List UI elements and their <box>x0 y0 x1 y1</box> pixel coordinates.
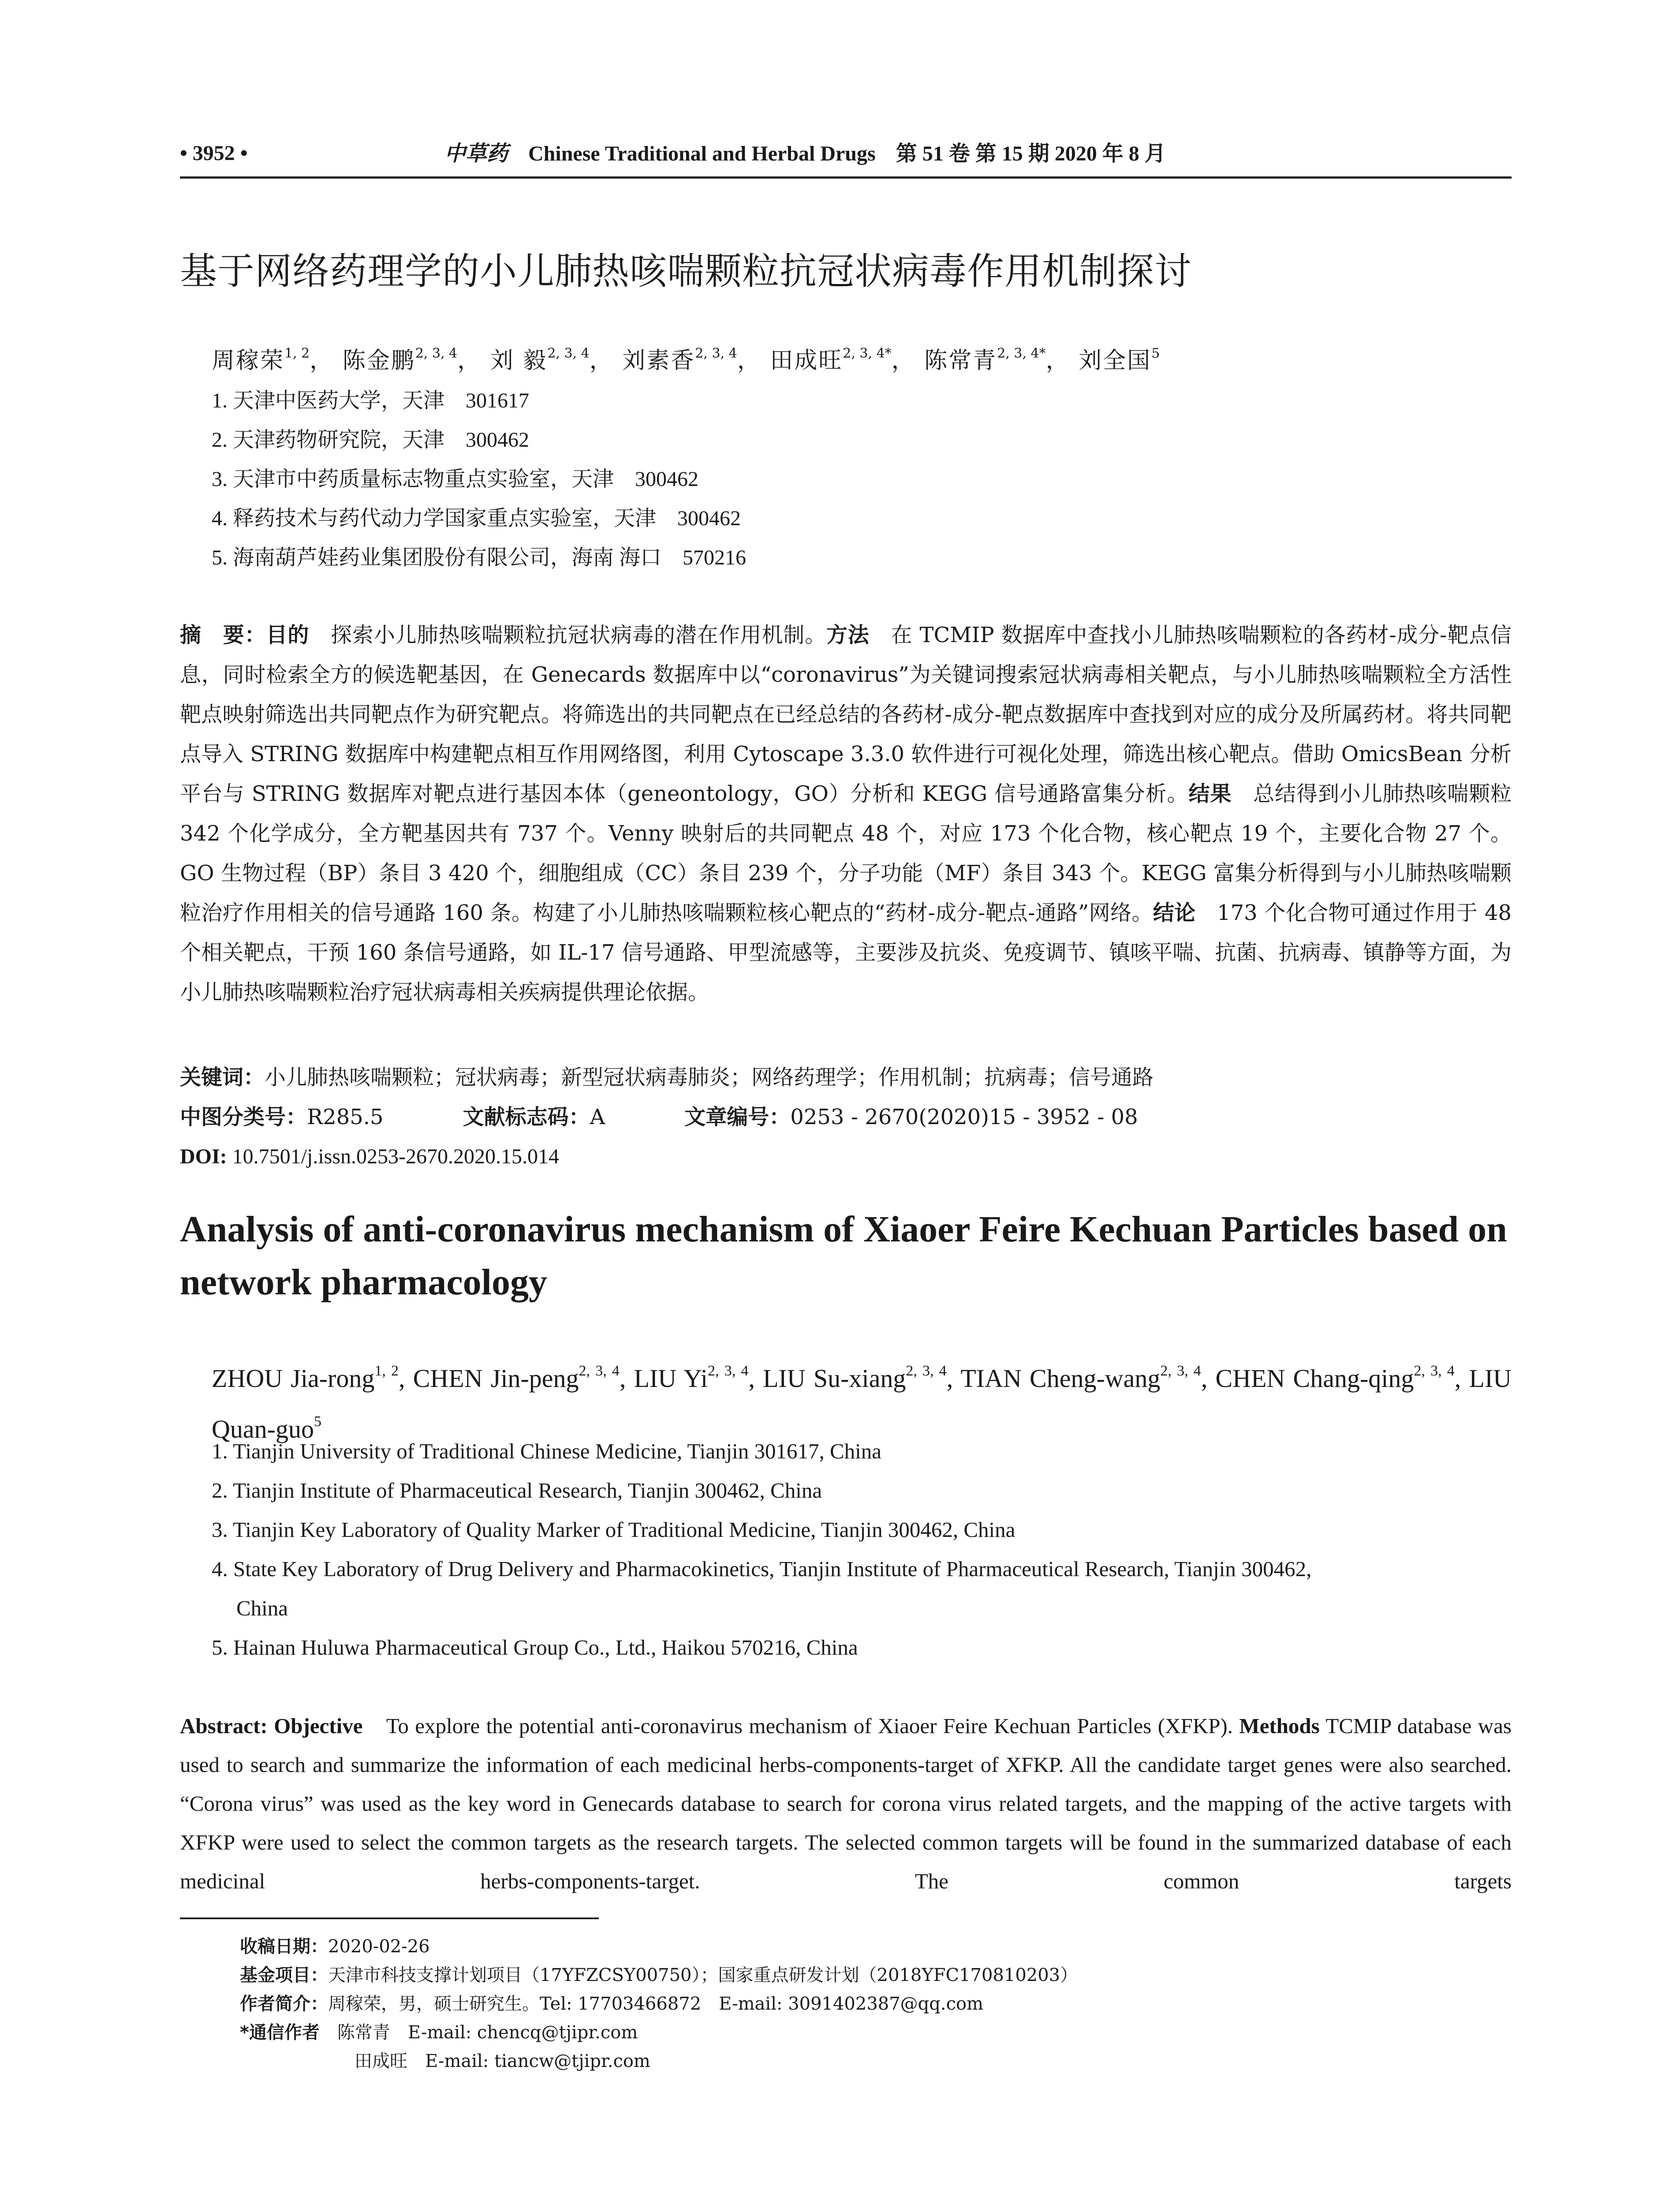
footnote-rule <box>180 1917 599 1919</box>
cn-title: 基于网络药理学的小儿肺热咳喘颗粒抗冠状病毒作用机制探讨 <box>180 250 1192 293</box>
author: 陈常青$^{2, 3, 4*}$， <box>924 346 1070 374</box>
cn-abstract: 摘 要：目的 探索小儿肺热咳喘颗粒抗冠状病毒的潜在作用机制。方法 在 TCMIP 数据库中查找小儿肺热咳喘颗粒的各药材-成分-靶点信息，同时检索全方的候选靶基因，在 Genecards 数据库中以“coronavirus”为关键词搜索冠状病毒相关靶点，与小儿肺热咳喘颗粒全方活性靶点映射筛选出共同靶点作为研究靶点。将筛选出的共同靶点在已经总结的各药材-成分-靶点数据库中查找到对应的成分及所属药材。将共同靶点导入 STRING 数据库中构建靶点相互作用网络图，利用 Cytoscape 3.3.0 软件进行可视化处理，筛选出核心靶点。借助 OmicsBean 分析平台与 STRING 数据库对靶点进行基因本体（geneontology，GO）分析和 KEGG 信号通路富集分析。结果 总结得到小儿肺热咳喘颗粒 342 个化学成分，全方靶基因共有 737 个。Venny 映射后的共同靶点 48 个，对应 173 个化合物，核心靶点 19 个，主要化合物 27 个。GO 生物过程（BP）条目 3 420 个，细胞组成（CC）条目 239 个，分子功能（MF）条目 343 个。KEGG 富集分析得到与小儿肺热咳喘颗粒治疗作用相关的信号通路 160 条。构建了小儿肺热咳喘颗粒核心靶点的“药材-成分-靶点-通路”网络。结论 173 个化合物可通过作用于 48 个相关靶点，干预 160 条信号通路，如 IL-17 信号通路、甲型流感等，主要涉及抗炎、免疫调节、镇咳平喘、抗菌、抗病毒、镇静等方面，为小儿肺热咳喘颗粒治疗冠状病毒相关疾病提供理论依据。 <box>180 623 1512 1005</box>
author: 刘素香$^{2, 3, 4}$， <box>622 346 762 374</box>
affiliation: 1. 天津中医药大学，天津 301617 <box>212 389 530 412</box>
received-date: 收稿日期：2020-02-26 <box>240 1936 430 1957</box>
author: CHEN Chang-qing$^{2, 3, 4}$, <box>1215 1363 1469 1393</box>
affiliation: 5. 海南葫芦娃药业集团股份有限公司，海南 海口 570216 <box>212 546 747 569</box>
corresponding-author: *通信作者 陈常青 E-mail: chencq@tjipr.com <box>240 2022 638 2043</box>
affiliation: 4. 释药技术与药代动力学国家重点实验室，天津 300462 <box>212 507 741 530</box>
journal-header <box>444 140 1181 167</box>
author: LIU Su-xiang$^{2, 3, 4}$, <box>763 1363 961 1393</box>
en-affiliations <box>212 1431 1311 1667</box>
cn-authors <box>212 336 1160 378</box>
author: LIU Yi$^{2, 3, 4}$, <box>634 1363 763 1393</box>
author: TIAN Cheng-wang$^{2, 3, 4}$, <box>960 1363 1216 1393</box>
affiliation: 3. 天津市中药质量标志物重点实验室，天津 300462 <box>212 467 699 491</box>
affiliation: 4. State Key Laboratory of Drug Delivery and Pharmacokinetics, Tianjin Institute of Pharmaceutical Research, Tianjin 300462, <box>212 1557 1312 1581</box>
author: 刘 毅$^{2, 3, 4}$， <box>490 346 614 374</box>
affiliation: 2. Tianjin Institute of Pharmaceutical Research, Tianjin 300462, China <box>212 1478 822 1502</box>
cn-classification: 中图分类号：R285.5 文献标志码：A 文章编号：0253 - 2670(2020)15 - 3952 - 08 <box>180 1105 1138 1129</box>
author: CHEN Jin-peng$^{2, 3, 4}$, <box>413 1363 634 1393</box>
funding: 基金项目：天津市科技支撑计划项目（17YFZCSY00750）；国家重点研发计划（2018YFC170810203） <box>240 1965 1078 1985</box>
author: 刘全国$^5$ <box>1079 346 1160 374</box>
cn-affiliations <box>212 381 746 577</box>
footnotes <box>240 1932 1078 2076</box>
affiliation: 5. Hainan Huluwa Pharmaceutical Group Co., Ltd., Haikou 570216, China <box>212 1635 858 1659</box>
cn-keywords: 关键词：小儿肺热咳喘颗粒；冠状病毒；新型冠状病毒肺炎；网络药理学；作用机制；抗病毒；信号通路 <box>180 1065 1154 1090</box>
affiliation: 2. 天津药物研究院，天津 300462 <box>212 428 530 452</box>
affiliation: 3. Tianjin Key Laboratory of Quality Marker of Traditional Medicine, Tianjin 300462, China <box>212 1517 1015 1542</box>
en-title: Analysis of anti-coronavirus mechanism of Xiaoer Feire Kechuan Particles based on network pharmacology <box>180 1209 1507 1303</box>
author: 田成旺$^{2, 3, 4*}$， <box>770 346 916 374</box>
header-rule <box>180 176 1512 179</box>
affiliation-continued: China <box>236 1596 288 1620</box>
page-number: • 3952 • <box>180 142 248 165</box>
issue-info: 第 51 卷 第 15 期 2020 年 8 月 <box>896 142 1166 165</box>
journal-name-en: Chinese Traditional and Herbal Drugs <box>528 142 876 165</box>
author: ZHOU Jia-rong$^{1, 2}$, <box>212 1363 413 1393</box>
journal-name-cn: 中草药 <box>444 141 508 166</box>
author-bio: 作者简介：周稼荣，男，硕士研究生。Tel: 17703466872 E-mail: 3091402387@qq.com <box>240 1994 984 2014</box>
corresponding-author: 田成旺 E-mail: tiancw@tjipr.com <box>355 2051 650 2071</box>
author: 陈金鹏$^{2, 3, 4}$， <box>342 346 482 374</box>
doi: DOI: 10.7501/j.issn.0253-2670.2020.15.014 <box>180 1145 560 1168</box>
author: LIU Quan-guo$^5$ <box>212 1364 1512 1443</box>
en-abstract: Abstract: Objective To explore the potential anti-coronavirus mechanism of Xiaoer Feire Kechuan Particles (XFKP). Methods TCMIP database was used to search and summarize the information of each medicinal herbs-components-target of XFKP. All the candidate target genes were also searched. “Corona virus” was used as the key word in Genecards database to search for corona virus related targets, and the mapping of the active targets with XFKP were used to select the common targets as the research targets. The selected common targets will be found in the summarized database of each medicinal herbs-components-target. The common targets <box>180 1714 1512 1893</box>
author: 周稼荣$^{1, 2}$， <box>212 346 334 374</box>
affiliation: 1. Tianjin University of Traditional Chinese Medicine, Tianjin 301617, China <box>212 1439 882 1463</box>
